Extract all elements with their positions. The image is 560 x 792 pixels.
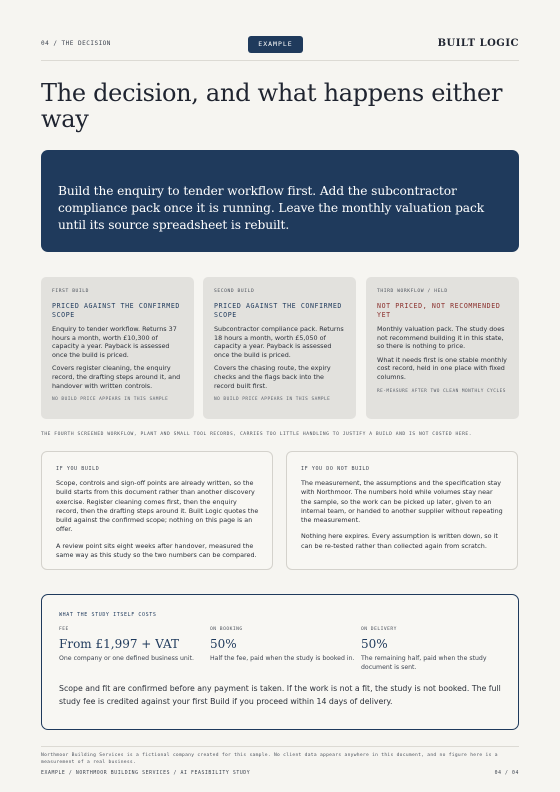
fourth-workflow-note: THE FOURTH SCREENED WORKFLOW, PLANT AND SMALL TOOL RECORDS, CARRIES TOO LITTLE HANDLING TO JUSTIFY A BUILD AND IS NOT COSTED HERE. bbox=[41, 432, 473, 437]
fee-column bbox=[59, 627, 209, 663]
cost-terms: Scope and fit are confirmed before any payment is taken. If the work is not a fit, the study is not booked. The full study fee is credited against your first Build if you proceed within 14 days of delivery. bbox=[59, 684, 501, 706]
if-you-do-not-build-card bbox=[286, 451, 518, 570]
if-not-text: The measurement, the assumptions and the specification stay with Northmoor. The numbers hold while volumes stay near the sample, so the work can be picked up later, given to an internal team, or handed to another supplier without repeating the measurement. bbox=[301, 479, 503, 525]
build-label: THIRD WORKFLOW / HELD bbox=[377, 289, 448, 294]
if-you-build-label: IF YOU BUILD bbox=[56, 466, 100, 472]
on-booking-percent: 50% bbox=[210, 637, 237, 651]
build-label: FIRST BUILD bbox=[52, 289, 90, 294]
build-footnote: RE-MEASURE AFTER TWO CLEAN MONTHLY CYCLES bbox=[377, 388, 506, 394]
breadcrumb: 04 / THE DECISION bbox=[41, 40, 111, 47]
page-number: 04 / 04 bbox=[494, 771, 519, 776]
if-not-expiry: Nothing here expires. Every assumption is written down, so it can be re-tested rather than collected again from scratch. bbox=[301, 532, 498, 550]
example-badge: EXAMPLE bbox=[248, 36, 303, 53]
recommendation-text: Build the enquiry to tender workflow first. Add the subcontractor compliance pack once it is running. Leave the monthly valuation pack until its source spreadsheet is rebuilt. bbox=[58, 184, 484, 232]
recommendation-banner bbox=[41, 150, 519, 252]
build-footnote: NO BUILD PRICE APPEARS IN THIS SAMPLE bbox=[52, 397, 169, 403]
if-you-build-review: A review point sits eight weeks after handover, measured the same way as this study so the two numbers can be compared. bbox=[56, 541, 257, 560]
if-you-build-card bbox=[41, 451, 273, 570]
cost-columns bbox=[59, 627, 501, 673]
build-card-held bbox=[366, 277, 519, 419]
on-booking-column bbox=[210, 627, 360, 663]
fee-description: One company or one defined business unit. bbox=[59, 655, 194, 662]
build-coverage: Covers the chasing route, the expiry checks and the flags back into the record built first. bbox=[214, 364, 331, 390]
on-booking-label: ON BOOKING bbox=[210, 627, 243, 632]
footer-divider bbox=[41, 746, 519, 747]
build-status: PRICED AGAINST THE CONFIRMED SCOPE bbox=[214, 302, 342, 319]
build-status: NOT PRICED, NOT RECOMMENDED YET bbox=[377, 302, 501, 319]
on-delivery-label: ON DELIVERY bbox=[361, 627, 397, 632]
build-requirement: What it needs first is one stable monthly cost record, held in one place with fixed columns. bbox=[377, 355, 507, 381]
footer-document-title: EXAMPLE / NORTHMOOR BUILDING SERVICES / AI FEASIBILITY STUDY bbox=[41, 771, 251, 776]
disclaimer: Northmoor Building Services is a fictional company created for this sample. No client data appears anywhere in this document, and no figure here is a measurement of a real business. bbox=[41, 753, 498, 765]
on-booking-description: Half the fee, paid when the study is booked in. bbox=[210, 655, 355, 662]
on-delivery-description: The remaining half, paid when the study document is sent. bbox=[361, 655, 487, 671]
header-divider bbox=[41, 60, 519, 61]
build-coverage: Covers register cleaning, the enquiry record, the drafting steps around it, and handover with written controls. bbox=[52, 364, 181, 390]
build-status: PRICED AGAINST THE CONFIRMED SCOPE bbox=[52, 302, 180, 319]
study-cost-label: WHAT THE STUDY ITSELF COSTS bbox=[59, 612, 157, 618]
page-title: The decision, and what happens either way bbox=[41, 79, 503, 133]
if-you-build-text: Scope, controls and sign-off points are already written, so the build starts from this document rather than another discovery exercise. Register cleaning comes first, then the enquiry record, then the drafting steps around it. Built Logic quotes the build against the confirmed scope; nothing on this page is an offer. bbox=[56, 479, 259, 534]
build-description: Subcontractor compliance pack. Returns 18 hours a month, worth £5,050 of capacity a year. Payback is assessed once the build is priced. bbox=[214, 325, 344, 359]
on-delivery-percent: 50% bbox=[361, 637, 388, 651]
build-card-first bbox=[41, 277, 194, 419]
build-footnote: NO BUILD PRICE APPEARS IN THIS SAMPLE bbox=[214, 397, 331, 403]
build-description: Enquiry to tender workflow. Returns 37 hours a month, worth £10,300 of capacity a year. Payback is assessed once the build is priced. bbox=[52, 325, 177, 359]
build-label: SECOND BUILD bbox=[214, 289, 255, 294]
fee-label: FEE bbox=[59, 627, 69, 632]
build-description: Monthly valuation pack. The study does not recommend building it in this state, so there is nothing to price. bbox=[377, 325, 505, 351]
build-card-second bbox=[203, 277, 356, 419]
study-cost-box bbox=[41, 594, 519, 730]
brand-logo: BUILT LOGIC bbox=[437, 38, 519, 49]
fee-price: From £1,997 + VAT bbox=[59, 637, 180, 651]
on-delivery-column bbox=[361, 627, 511, 672]
if-not-label: IF YOU DO NOT BUILD bbox=[301, 466, 370, 472]
page-header bbox=[41, 36, 519, 56]
